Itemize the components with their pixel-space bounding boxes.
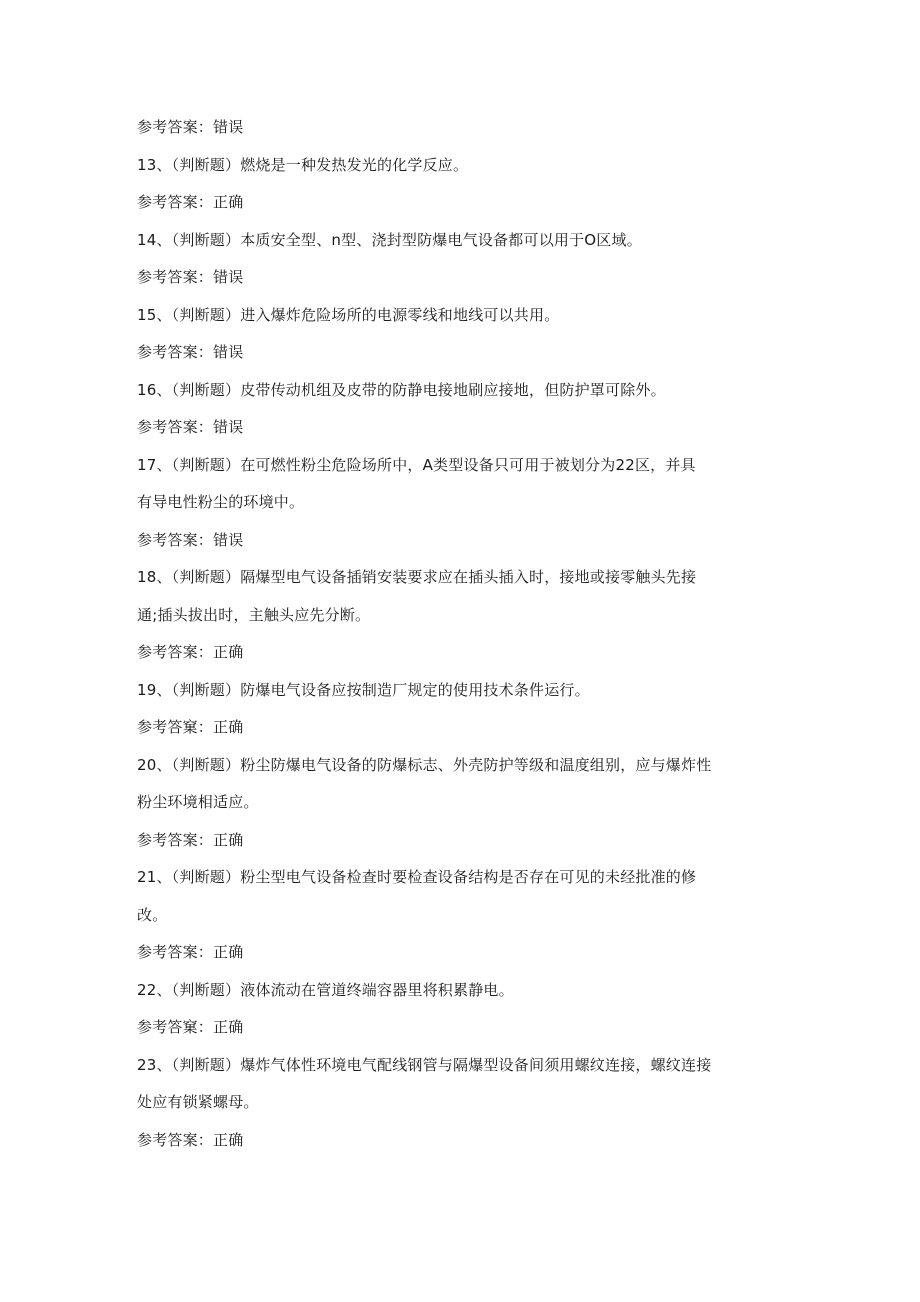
answer-line: 参考答案：错误	[137, 343, 244, 361]
answer-line: 参考答案：错误	[137, 268, 244, 286]
answer-line: 参考答案：错误	[137, 530, 244, 549]
question-line: 22、（判断题）液体流动在管道终端容器里将积累静电。	[137, 980, 514, 999]
question-line: 20、（判断题）粉尘防爆电气设备的防爆标志、外壳防护等级和温度组别，应与爆炸性	[137, 755, 712, 774]
answer-line: 参考答案：错误	[137, 118, 244, 136]
answer-line: 参考答案：正确	[137, 943, 244, 961]
question-continuation-line: 处应有锁紧螺母。	[137, 1093, 259, 1111]
question-line: 17、（判断题）在可燃性粉尘危险场所中，A类型设备只可用于被划分为22区，并具	[137, 455, 696, 474]
answer-line: 参考答窠：正确	[137, 1018, 244, 1036]
answer-line: 参考答案：正确	[137, 643, 244, 661]
question-line: 15、（判断题）进入爆炸危险场所的电源零线和地线可以共用。	[137, 305, 560, 324]
answer-line: 参考答窠：正确	[137, 718, 244, 736]
question-continuation-line: 改。	[137, 905, 168, 924]
answer-line: 参考答案：正确	[137, 830, 244, 849]
document-page	[137, 109, 797, 1159]
question-line: 14、（判断题）本质安全型、n型、浇封型防爆电气设备都可以用于O区域。	[137, 230, 642, 249]
question-line: 16、（判断题）皮带传动机组及皮带的防静电接地刷应接地，但防护罩可除外。	[137, 380, 666, 399]
question-continuation-line: 粉尘环境相适应。	[137, 793, 259, 811]
answer-line: 参考答案：正确	[137, 1130, 244, 1149]
question-continuation-line: 有导电性粉尘的环境中。	[137, 493, 305, 511]
question-continuation-line: 通;插头拔出时，主触头应先分断。	[137, 605, 371, 624]
question-line: 19、（判断题）防爆电气设备应按制造厂规定的使用技术条件运行。	[137, 680, 590, 699]
question-line: 18、（判断题）隔爆型电气设备插销安装要求应在插头插入时，接地或接零触头先接	[137, 568, 697, 586]
question-line: 21、（判断题）粉尘型电气设备检查时要检查设备结构是否存在可见的未经批准的修	[137, 868, 697, 886]
answer-line: 参考答案：正确	[137, 193, 244, 211]
question-line: 23、（判断题）爆炸气体性环境电气配线钢管与隔爆型设备间须用螺纹连接，螺纹连接	[137, 1055, 712, 1074]
question-line: 13、（判断题）燃烧是一种发热发光的化学反应。	[137, 155, 469, 174]
answer-line: 参考答案：错误	[137, 418, 244, 436]
